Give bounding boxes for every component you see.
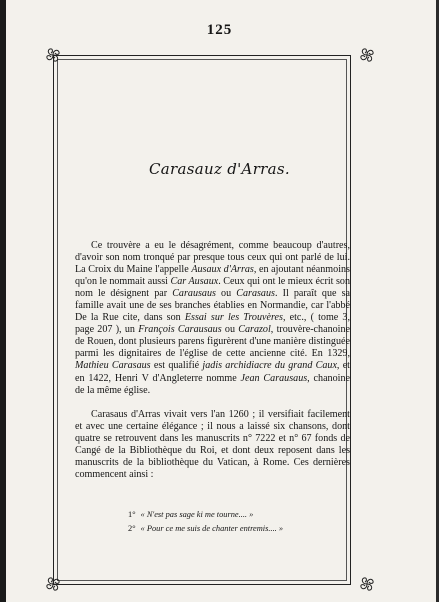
- paragraph-1: [75, 240, 350, 397]
- text-run-italic: jadis archidiacre du grand Caux: [202, 360, 337, 372]
- text-run: , et en 1422, Henri V d'Angleterre nomme: [75, 360, 350, 384]
- text-run-italic: Jean Carausaus: [240, 372, 308, 384]
- text-run: Ce trouvère a eu le désagrément, comme beaucoup d'autres, d'avoir son nom tronqué par presque tous ceux qui ont parlé de lui. La Croix du Maine l'appelle: [75, 240, 350, 276]
- text-run: est qualifié: [150, 360, 203, 372]
- text-run-italic: Carazol: [238, 324, 271, 336]
- text-run: Carasaus d'Arras vivait vers l'an 1260 ; il versifiait facilement et avec une certaine élégance ; il nous a laissé six chansons, dont quatre se retrouvent dans les manuscrits n° 7222 et n° 67 fonds de Cangé de la Bibliothèque du Roi, et dont deux reposent dans les manuscrits de la bibliothèque du Vatican, à Rome. Ces dernières commencent ainsi :: [75, 408, 350, 480]
- corner-ornament-icon: [358, 46, 376, 64]
- verse-line: [128, 522, 368, 536]
- corner-ornament-icon: [358, 575, 376, 593]
- chapter-title: Carasauz d'Arras.: [149, 160, 290, 178]
- text-run: , en ajoutant néanmoins qu'on le nommait aussi: [75, 264, 350, 288]
- text-run: ou: [215, 288, 237, 300]
- text-run-italic: Ausaux d'Arras: [191, 264, 254, 276]
- text-run: , chanoine de la même église.: [75, 372, 350, 396]
- verse-text: « Pour ce me suis de chanter entremis.... »: [140, 524, 284, 533]
- page-number: 125: [206, 22, 233, 38]
- text-run-italic: Car Ausaux: [170, 276, 219, 288]
- text-run: , etc., ( tome 3, page 207 ), un: [75, 312, 350, 336]
- text-run-italic: Essai sur les Trouvères: [184, 312, 283, 324]
- corner-ornament-icon: [44, 575, 62, 593]
- text-run: ou: [221, 324, 239, 336]
- text-run-italic: Carausaus: [172, 288, 216, 300]
- text-run: , trouvère-chanoine de Rouen, dont plusieurs parens figurèrent d'une manière distinguée parmi les dignitaires de l'église de cette ancienne cité. En 1329,: [75, 324, 350, 360]
- body-text: [75, 240, 350, 481]
- scan-edge-left: [0, 0, 6, 602]
- verse-number: 2°: [128, 524, 136, 533]
- verse-number: 1°: [128, 510, 136, 519]
- verse-text: « N'est pas sage ki me tourne.... »: [140, 510, 254, 519]
- text-run-italic: François Carausaus: [138, 324, 222, 336]
- text-run-italic: Mathieu Carasaus: [75, 360, 151, 372]
- paragraph-2: [75, 409, 350, 481]
- text-run: . Ceux qui ont le mieux écrit son nom le désignent par: [75, 276, 350, 300]
- text-run: . Il paraît que sa famille avait une de ses branches établies en Normandie, car l'abbé De la Rue cite, dans son: [75, 288, 350, 324]
- verse-incipits: [128, 508, 368, 536]
- verse-line: [128, 508, 368, 522]
- text-run-italic: Carasaus: [236, 288, 275, 300]
- corner-ornament-icon: [44, 46, 62, 64]
